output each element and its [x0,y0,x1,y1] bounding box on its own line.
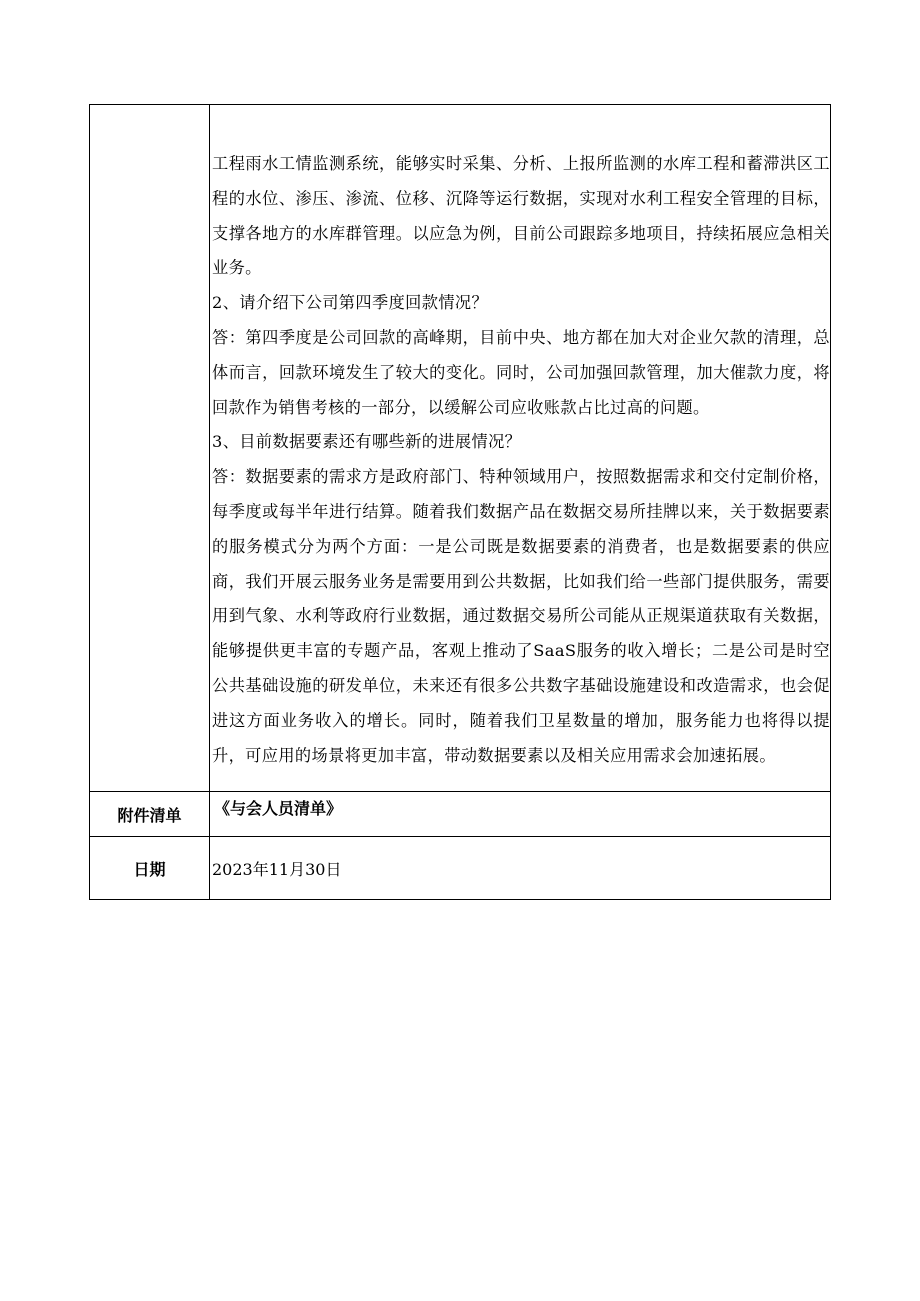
attachment-label: 附件清单 [90,792,210,837]
answer-2: 答：第四季度是公司回款的高峰期，目前中央、地方都在加大对企业欠款的清理，总体而言，回款环境发生了较大的变化。同时，公司加强回款管理，加大催款力度，将回款作为销售考核的一部分，以缓解公司应收账款占比过高的问题。 [212,327,830,417]
attachment-value: 《与会人员清单》 [214,799,343,819]
paragraph-intro: 工程雨水工情监测系统，能够实时采集、分析、上报所监测的水库工程和蓄滞洪区工程的水位、渗压、渗流、位移、沉降等运行数据，实现对水利工程安全管理的目标，支撑各地方的水库群管理。以应急为例，目前公司跟踪多地项目，持续拓展应急相关业务。 [212,154,830,278]
attachment-value-cell [210,792,831,837]
record-table [89,104,831,900]
main-content-row [90,105,831,792]
date-value: 2023年11月30日 [212,859,342,879]
attachment-row [90,792,831,837]
question-2: 2、请介绍下公司第四季度回款情况？ [212,293,489,313]
date-label: 日期 [90,837,210,900]
main-content-cell [210,105,831,792]
question-3: 3、目前数据要素还有哪些新的进展情况？ [212,432,522,452]
date-row [90,837,831,900]
answer-3: 答：数据要素的需求方是政府部门、特种领域用户，按照数据需求和交付定制价格，每季度或每半年进行结算。随着我们数据产品在数据交易所挂牌以来，关于数据要素的服务模式分为两个方面：一是公司既是数据要素的消费者，也是数据要素的供应商，我们开展云服务业务是需要用到公共数据，比如我们给一些部门提供服务，需要用到气象、水利等政府行业数据，通过数据交易所公司能从正规渠道获取有关数据，能够提供更丰富的专题产品，客观上推动了SaaS服务的收入增长；二是公司是时空公共基础设施的研发单位，未来还有很多公共数字基础设施建设和改造需求，也会促进这方面业务收入的增长。同时，随着我们卫星数量的增加，服务能力也将得以提升，可应用的场景将更加丰富，带动数据要素以及相关应用需求会加速拓展。 [212,467,830,765]
main-content-label-cell [90,105,210,792]
date-value-cell [210,837,831,900]
